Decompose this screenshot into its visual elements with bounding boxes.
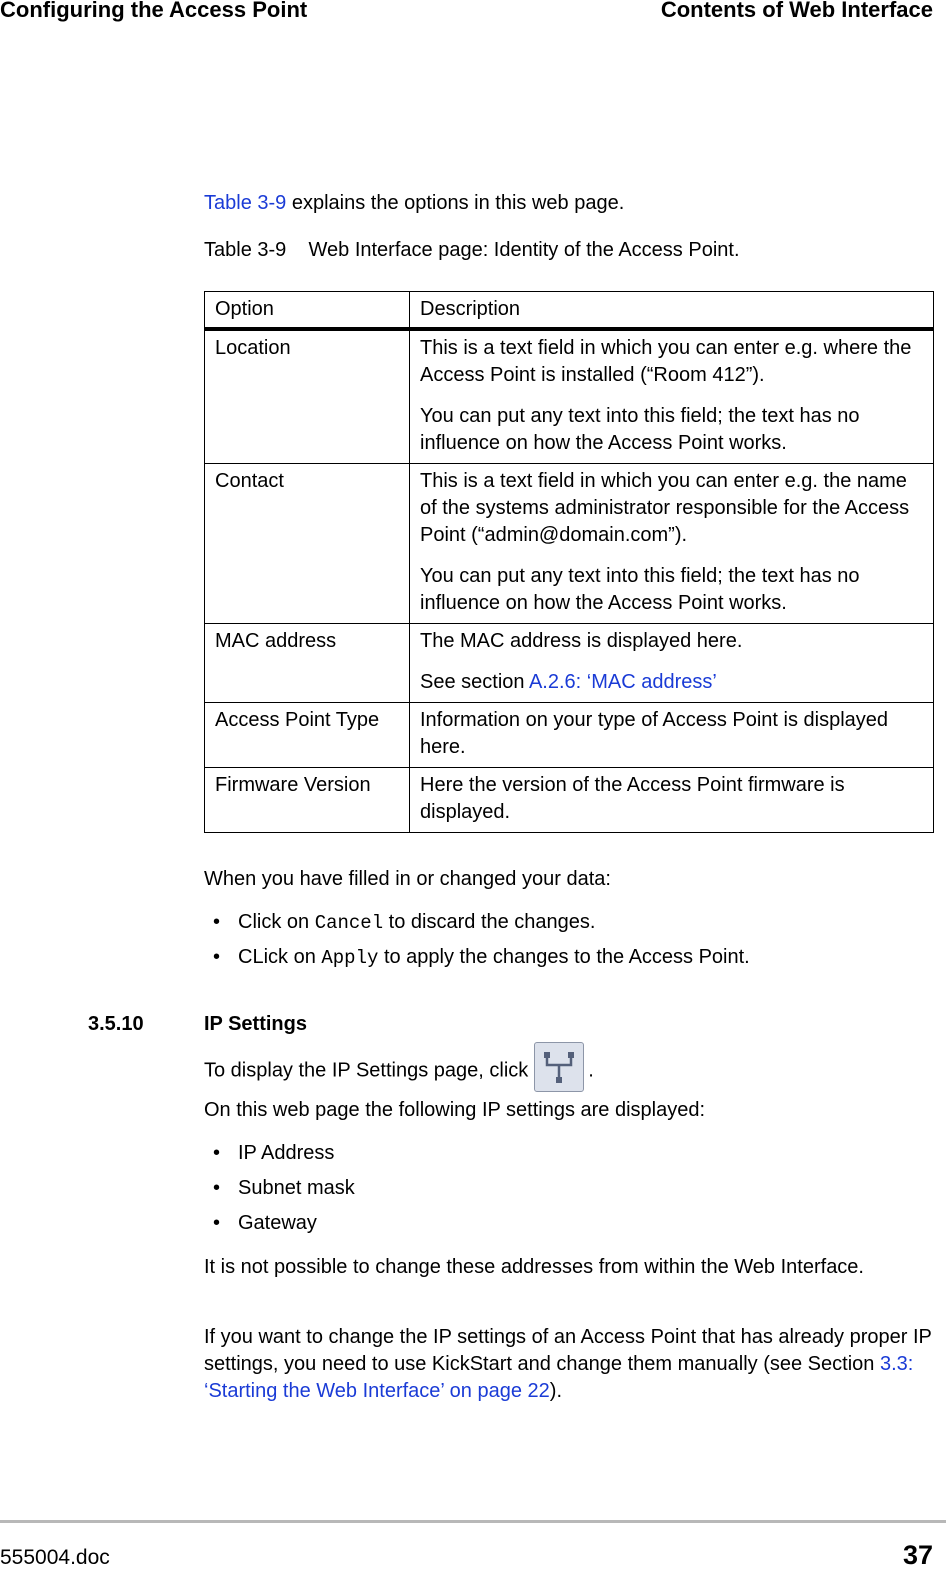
section-number: 3.5.10 bbox=[88, 1013, 144, 1035]
table-row bbox=[205, 464, 934, 624]
paragraph-not-possible: It is not possible to change these addresses from within the Web Interface. bbox=[204, 1256, 864, 1278]
table-reference-link[interactable]: Table 3-9 bbox=[204, 192, 287, 214]
after-table-text: When you have filled in or changed your data: bbox=[204, 868, 611, 890]
column-header-description: Description bbox=[410, 292, 934, 330]
option-cell: Contact bbox=[205, 464, 410, 624]
ip-settings-list bbox=[204, 1140, 934, 1245]
table-header-row bbox=[205, 292, 934, 330]
description-cell: Information on your type of Access Point is displayed here. bbox=[410, 703, 934, 768]
option-cell: Access Point Type bbox=[205, 703, 410, 768]
list-intro: On this web page the following IP settings are displayed: bbox=[204, 1099, 706, 1121]
apply-code: Apply bbox=[321, 947, 379, 969]
network-tree-icon[interactable] bbox=[534, 1042, 584, 1092]
table-row bbox=[205, 703, 934, 768]
page-number: 37 bbox=[902, 1540, 933, 1570]
mac-address-section-link[interactable]: A.2.6: ‘MAC address’ bbox=[528, 671, 717, 693]
starting-web-interface-link[interactable]: 3.3: ‘Starting the Web Interface’ on page 22 bbox=[204, 1353, 914, 1402]
table-caption: Table 3-9 Web Interface page: Identity of the Access Point. bbox=[204, 239, 740, 261]
option-cell: Location bbox=[205, 329, 410, 464]
footer-rule bbox=[0, 1520, 946, 1523]
description-cell: This is a text field in which you can enter e.g. the name of the systems administrator responsible for the Access Point (“admin@domain.com”). You can put any text into this field; the text has no influence on how the Access Point works. bbox=[410, 464, 934, 624]
table-row bbox=[205, 768, 934, 833]
option-cell: Firmware Version bbox=[205, 768, 410, 833]
description-cell: Here the version of the Access Point firmware is displayed. bbox=[410, 768, 934, 833]
column-header-option: Option bbox=[205, 292, 410, 330]
description-cell: The MAC address is displayed here. See section A.2.6: ‘MAC address’ bbox=[410, 624, 934, 703]
table-row bbox=[205, 624, 934, 703]
option-cell: MAC address bbox=[205, 624, 410, 703]
cancel-code: Cancel bbox=[314, 912, 384, 934]
list-item: • Gateway bbox=[204, 1210, 934, 1245]
intro-paragraph: Table 3-9 explains the options in this web page. bbox=[204, 192, 625, 214]
action-list bbox=[204, 909, 934, 979]
description-cell: This is a text field in which you can enter e.g. where the Access Point is installed (“Room 412”). You can put any text into this field; the text has no influence on how the Access Point works. bbox=[410, 329, 934, 464]
section-title: IP Settings bbox=[204, 1013, 307, 1035]
footer-doc-name: 555004.doc bbox=[0, 1546, 110, 1569]
options-table bbox=[204, 291, 934, 833]
list-item: • IP Address bbox=[204, 1140, 934, 1175]
table-row bbox=[205, 329, 934, 464]
list-item: • Click on Cancel to discard the changes. bbox=[204, 909, 934, 944]
list-item: • CLick on Apply to apply the changes to the Access Point. bbox=[204, 944, 934, 979]
list-item: • Subnet mask bbox=[204, 1175, 934, 1210]
running-header-right: Contents of Web Interface bbox=[660, 0, 933, 22]
display-instruction: To display the IP Settings page, click . bbox=[204, 1046, 934, 1094]
running-header-left: Configuring the Access Point bbox=[0, 0, 308, 22]
paragraph-kickstart: If you want to change the IP settings of an Access Point that has already proper IP settings, you need to use KickStart and change them manually (see Section 3.3: ‘Starting the Web Interface’ on page 22). bbox=[204, 1326, 932, 1402]
